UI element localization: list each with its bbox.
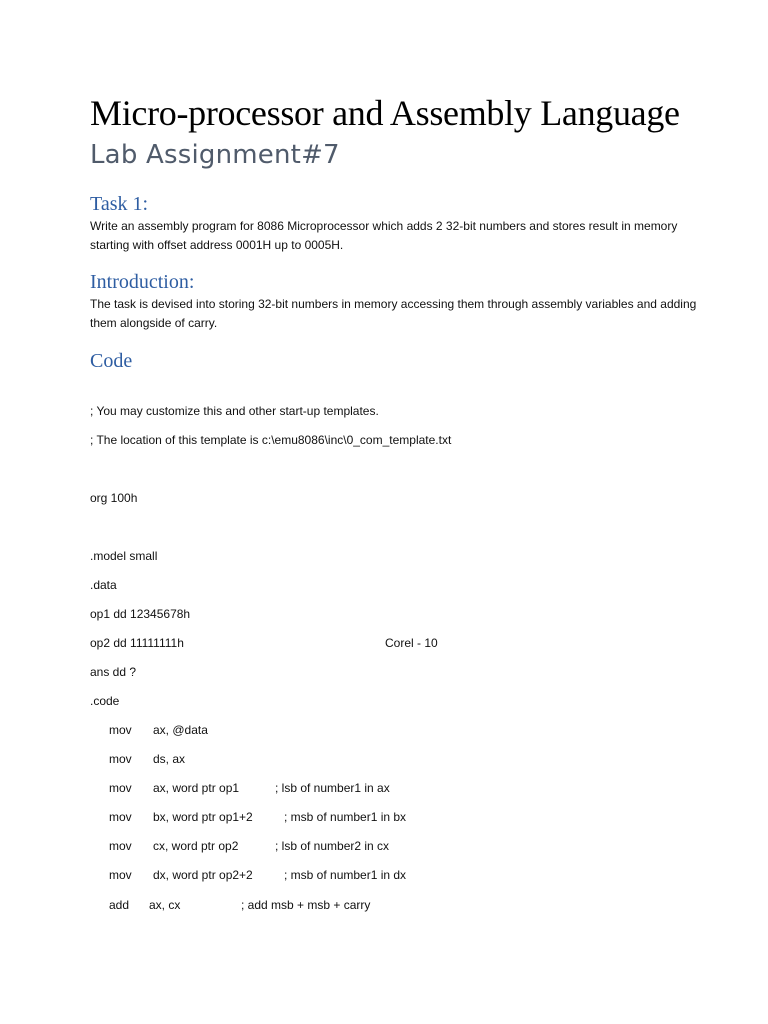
instruction-operands: ds, ax [153,752,186,766]
instruction-operands: ax, word ptr op1 [153,781,240,795]
instruction-comment: ; msb of number1 in bx [284,810,407,824]
code-org-line: org 100h [90,491,138,505]
task-description: Write an assembly program for 8086 Microprocessor which adds 2 32-bit numbers and stores result in memory starting with offset address 0001H up to 0005H. [90,219,678,252]
instruction-operands: cx, word ptr op2 [153,839,239,853]
instruction-mnemonic: mov [109,839,132,853]
instruction-mnemonic: add [109,898,130,912]
instruction-comment: ; lsb of number1 in ax [275,781,390,795]
task-heading: Task 1: [90,193,149,215]
instruction-mnemonic: mov [109,868,132,882]
instruction-comment: ; msb of number1 in dx [284,868,407,882]
code-code-directive: .code [90,694,120,708]
instruction-operands: dx, word ptr op2+2 [153,868,253,882]
instruction-operands: ax, cx [149,898,181,912]
instruction-mnemonic: mov [109,723,132,737]
instruction-comment: ; lsb of number2 in cx [275,839,390,853]
code-model-line: .model small [90,549,158,563]
instruction-operands: ax, @data [153,723,208,737]
introduction-heading: Introduction: [90,271,195,293]
code-op1-line: op1 dd 12345678h [90,607,191,621]
instruction-comment: ; add msb + msb + carry [241,898,371,912]
instruction-operands: bx, word ptr op1+2 [153,810,253,824]
side-note: Corel - 10 [385,636,438,650]
code-data-directive: .data [90,578,117,592]
introduction-text: The task is devised into storing 32-bit numbers in memory accessing them through assembly variables and adding them alongside of carry. [90,297,697,330]
document-title: Micro-processor and Assembly Language [90,93,680,133]
instruction-mnemonic: mov [109,752,132,766]
document-subtitle: Lab Assignment#7 [90,140,340,170]
code-comment-line: ; You may customize this and other start-up templates. [90,404,379,418]
code-op2-line: op2 dd 11111111h [90,636,184,650]
instruction-mnemonic: mov [109,810,132,824]
instruction-mnemonic: mov [109,781,132,795]
code-ans-line: ans dd ? [90,665,137,679]
code-heading: Code [90,350,133,372]
code-comment-line: ; The location of this template is c:\emu8086\inc\0_com_template.txt [90,433,452,447]
